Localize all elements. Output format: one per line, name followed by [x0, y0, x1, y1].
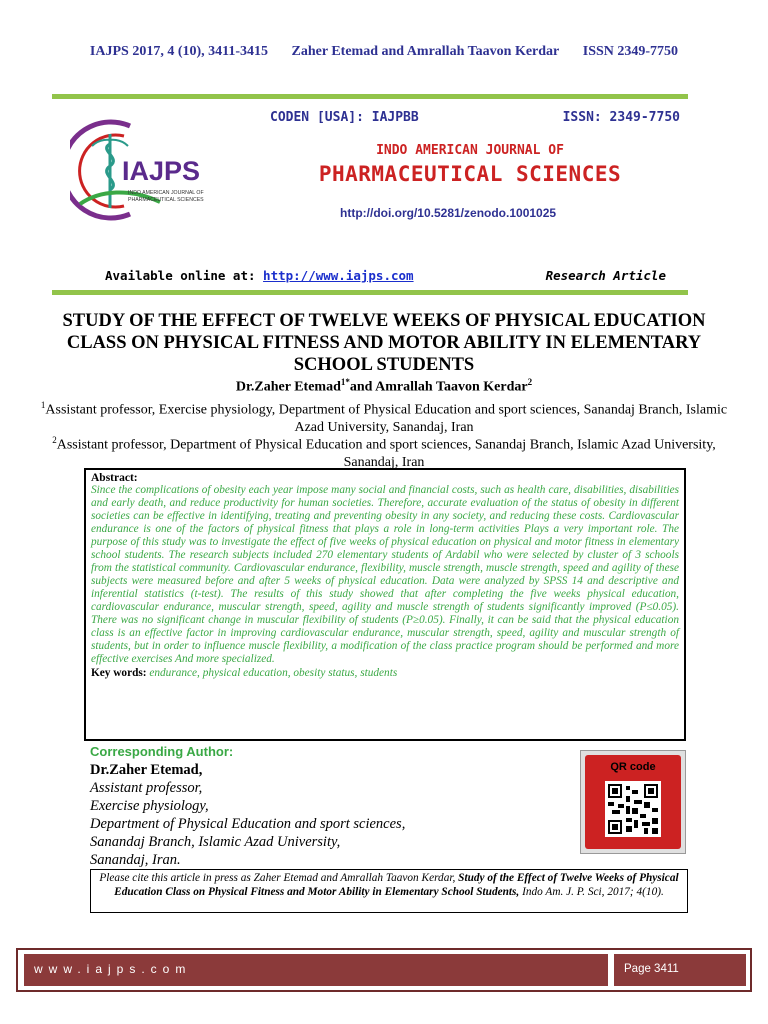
svg-text:INDO AMERICAN JOURNAL OF: INDO AMERICAN JOURNAL OF	[128, 190, 204, 196]
qr-pattern-icon	[608, 784, 658, 834]
citation-title: Study of the Effect of Twelve Weeks of Physical Education Class on Physical Fitness and Motor Ability in Elementary School Students,	[114, 872, 679, 898]
citation-prefix: Please cite this article in press as Zaher Etemad and Amrallah Taavon Kerdar,	[99, 872, 459, 884]
affiliation-1	[40, 397, 728, 436]
article-type: Research Article	[545, 268, 666, 283]
footer-website[interactable]: www.iajps.com	[24, 954, 608, 986]
affil1-sup: 1	[40, 400, 46, 410]
affil2-sup: 2	[52, 435, 57, 445]
header-issn: ISSN 2349-7750	[582, 44, 679, 59]
issn: ISSN: 2349-7750	[562, 110, 680, 125]
affil1-text: Assistant professor, Exercise physiology, Department of Physical Education and sport sciences, Sanandaj Branch, Islamic Azad University, Sanandaj, Iran	[45, 402, 728, 435]
author2-name: and Amrallah Taavon Kerdar	[349, 379, 528, 395]
journal-title: PHARMACEUTICAL SCIENCES	[318, 162, 622, 186]
running-header	[0, 44, 768, 60]
footer-page-number: Page 3411	[614, 954, 746, 986]
top-green-rule	[52, 94, 688, 99]
svg-text:IAJPS: IAJPS	[122, 156, 201, 186]
journal-logo	[70, 116, 240, 222]
affiliation-2	[40, 432, 728, 471]
author2-sup: 2	[527, 377, 533, 387]
available-online	[105, 268, 414, 283]
qr-code-icon[interactable]	[605, 781, 661, 837]
header-citation: IAJPS 2017, 4 (10), 3411-3415	[89, 44, 269, 59]
corresponding-label: Corresponding Author:	[90, 744, 234, 759]
qr-label: QR code	[610, 761, 656, 773]
corresponding-name: Dr.Zaher Etemad,	[90, 762, 203, 778]
bottom-green-rule	[52, 290, 688, 295]
corresponding-line: Sanandaj Branch, Islamic Azad University,	[90, 834, 341, 850]
corresponding-line: Department of Physical Education and sport sciences,	[90, 816, 406, 832]
abstract-text: Since the complications of obesity each year impose many social and financial costs, such as health care, disabilities, disabilities and early death, and reduce productivity for human societies. Therefore, accurate evaluation of the status of obesity in different societies can be effective in identifying, treating and preventing obesity in any society, and reducing these costs. Cardiovascular endurance is one of the factors of physical fitness that plays a role in long-term activities Plays a very important role. The purpose of this study was to investigate the effect of five weeks of physical education on physical and motor fitness in elementary school students. The research subjects included 270 elementary students of Ardabil who were selected by cluster of 3 schools from the statistical community. Cardiovascular endurance, flexibility, muscle strength, muscle strength, speed and agility of these subjects were measured before and after 5 weeks of physical education. Data were analyzed by SPSS 14 and descriptive and inferential statistics (t-test). The results of this study showed that after completing the five weeks physical education, cardiovascular endurance, muscular strength, speed, agility and muscle strength of students significantly improved (P≤0.05). There was no significant change in muscular flexibility of students (P≥0.05). Finally, it can be said that the physical education class is an effective factor in improving cardiovascular endurance, muscular strength, speed, agility and muscular strength of students, but in order to influence muscle flexibility, a modification of the class practice program should be performed and more effective exercises And more specialized.	[91, 484, 679, 665]
corresponding-line: Exercise physiology,	[90, 798, 209, 814]
logo-emblem-icon	[70, 116, 240, 222]
citation-box	[90, 869, 688, 913]
article-title: STUDY OF THE EFFECT OF TWELVE WEEKS OF PHYSICAL EDUCATION CLASS ON PHYSICAL FITNESS AND MOTOR ABILITY IN ELEMENTARY SCHOOL STUDENTS	[62, 311, 706, 375]
keywords-label: Key words:	[91, 667, 147, 679]
header-authors: Zaher Etemad and Amrallah Taavon Kerdar	[291, 44, 560, 59]
keywords	[91, 667, 679, 680]
qr-code-box	[580, 750, 686, 854]
journal-subtitle: INDO AMERICAN JOURNAL OF	[376, 143, 564, 158]
doi-link[interactable]: http://doi.org/10.5281/zenodo.1001025	[340, 206, 557, 220]
available-label: Available online at:	[105, 268, 256, 283]
abstract-box	[84, 468, 686, 741]
keywords-values: endurance, physical education, obesity status, students	[149, 667, 398, 679]
abstract-label: Abstract:	[91, 472, 138, 484]
corresponding-line: Assistant professor,	[90, 780, 203, 796]
website-link[interactable]: http://www.iajps.com	[263, 268, 414, 283]
citation-suffix: Indo Am. J. P. Sci, 2017; 4(10).	[519, 886, 664, 898]
svg-text:PHARMACEUTICAL SCIENCES: PHARMACEUTICAL SCIENCES	[128, 197, 204, 203]
author1-sup: 1*	[340, 377, 350, 387]
qr-panel	[585, 755, 681, 849]
corresponding-line: Sanandaj, Iran.	[90, 852, 181, 868]
author1-name: Dr.Zaher Etemad	[235, 379, 341, 395]
coden: CODEN [USA]: IAJPBB	[270, 110, 419, 125]
article-authors	[0, 377, 768, 396]
affil2-text: Assistant professor, Department of Physical Education and sport sciences, Sanandaj Branch, Islamic Azad University, Sanandaj, Iran	[56, 437, 716, 470]
